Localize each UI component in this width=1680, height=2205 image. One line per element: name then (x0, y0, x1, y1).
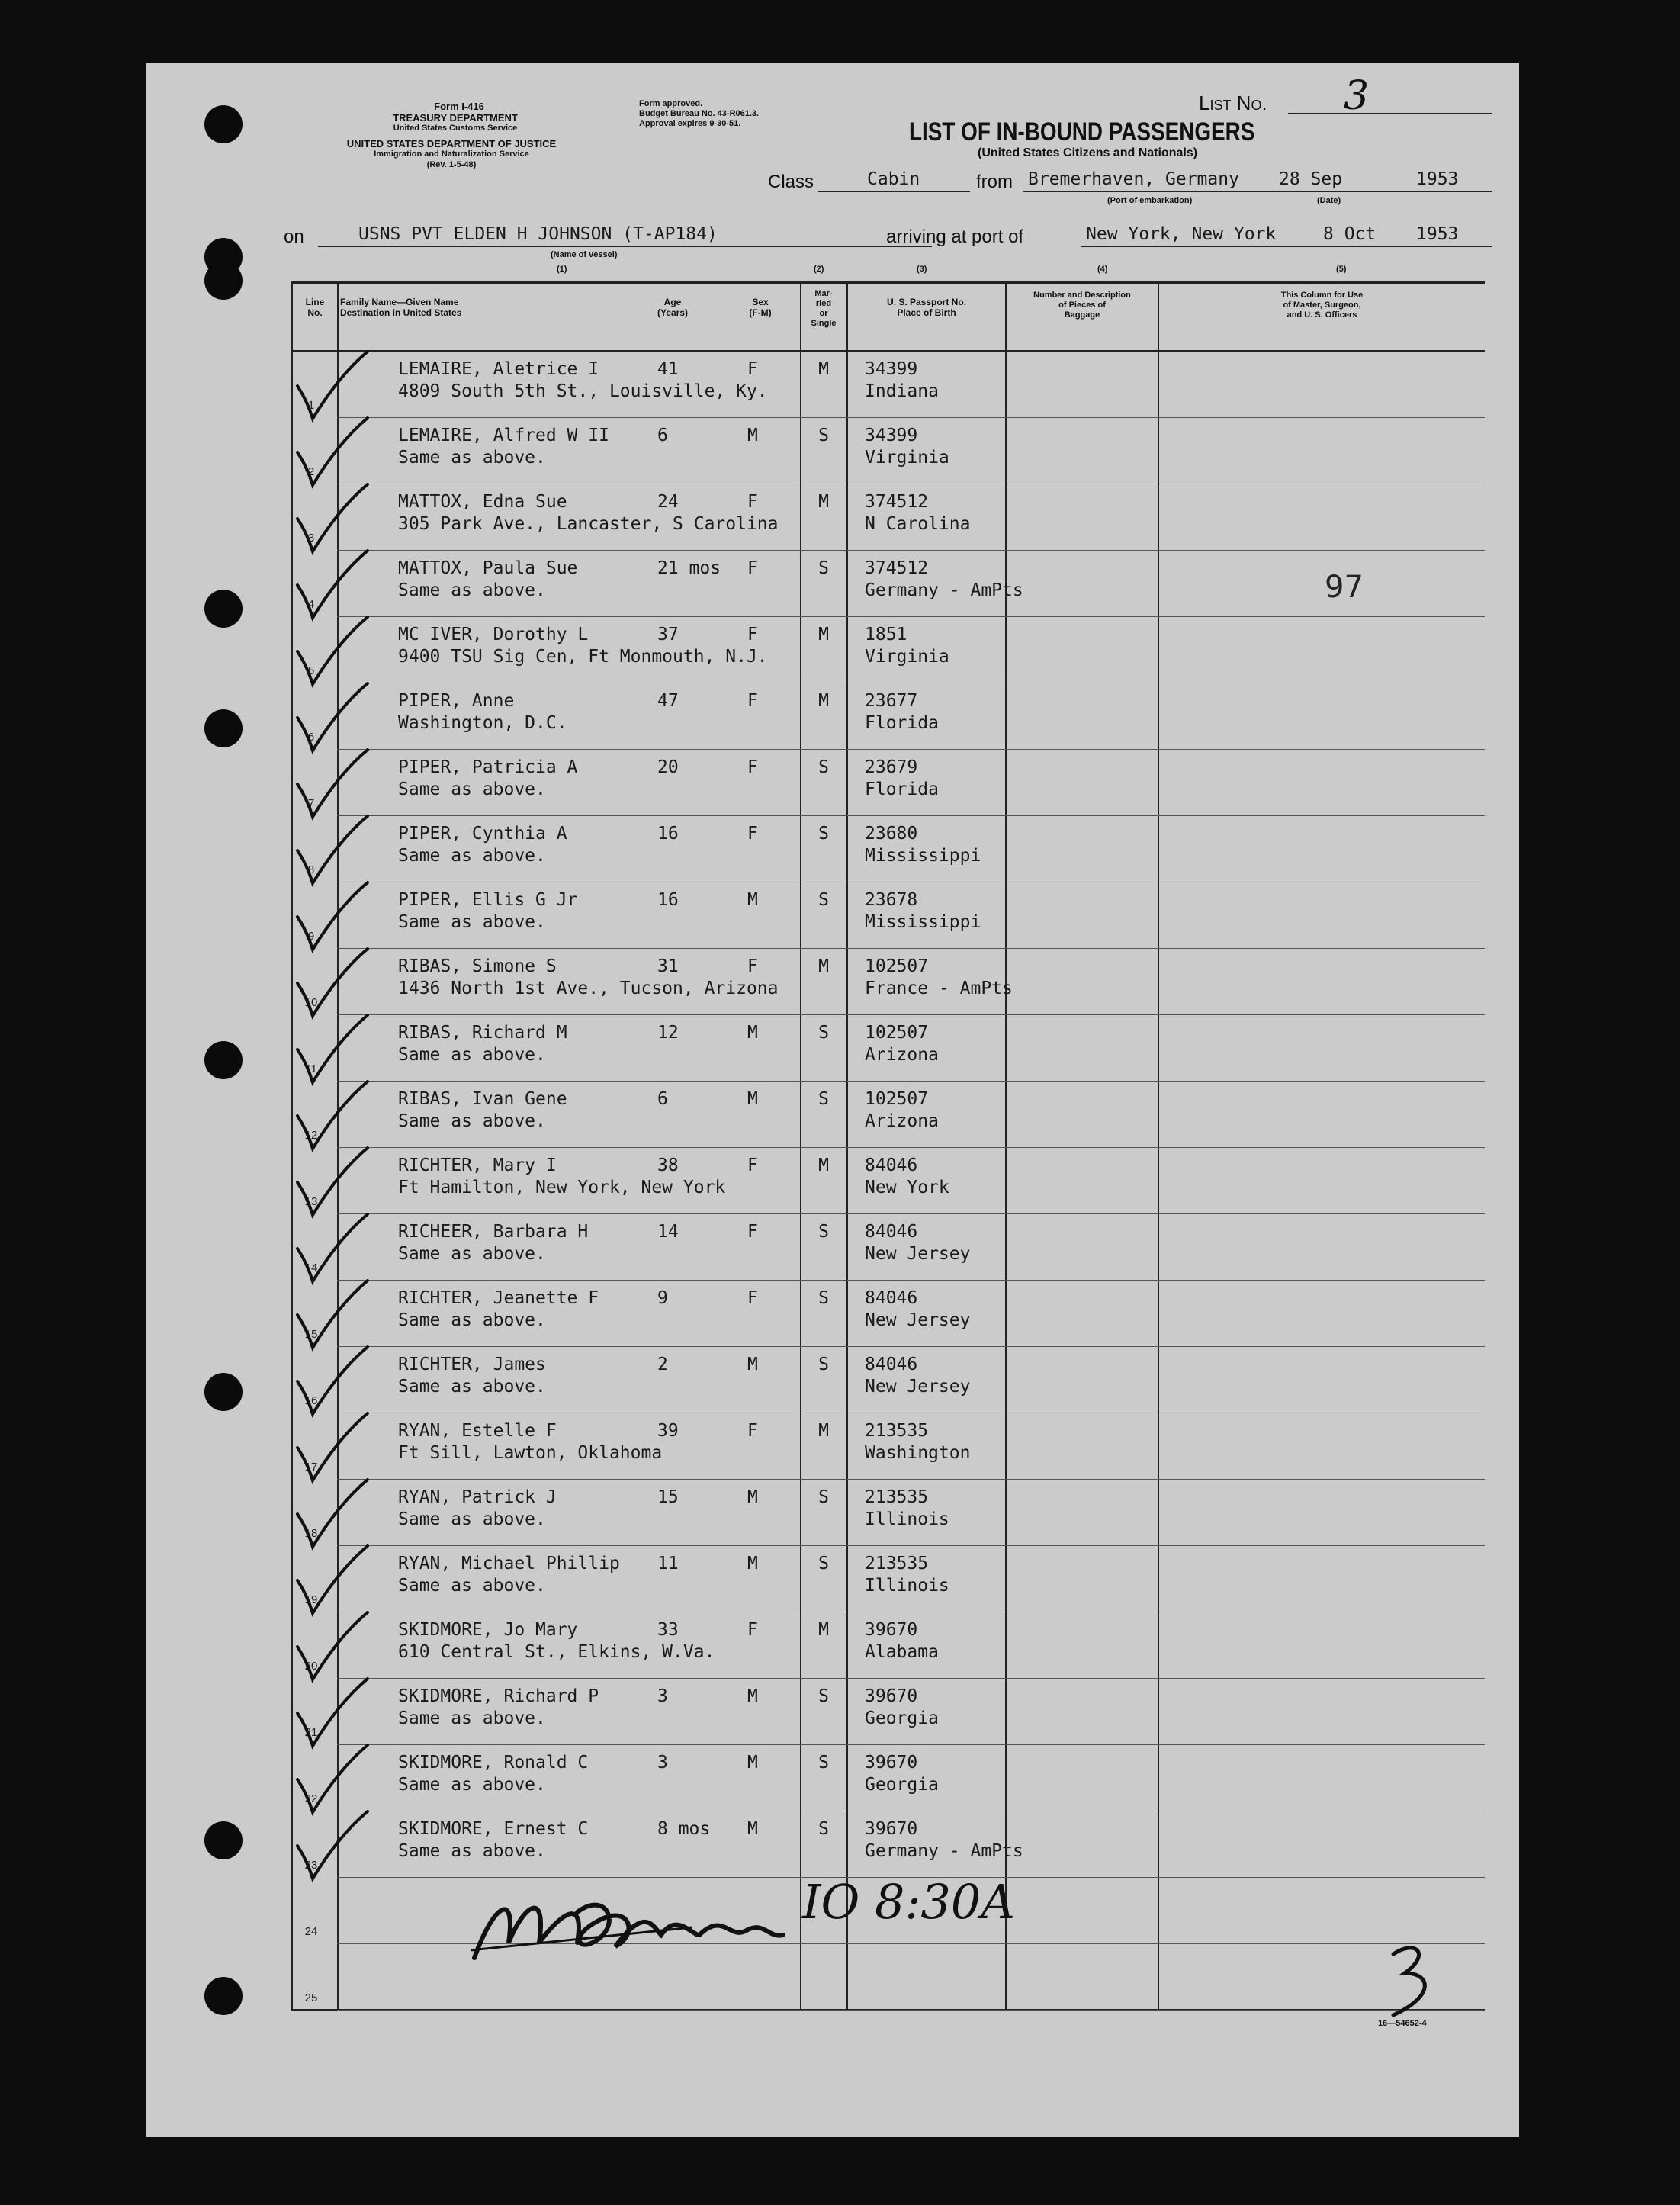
table-row (291, 949, 1485, 1015)
class-label: Class (768, 172, 814, 192)
colnum-2: (2) (814, 265, 824, 274)
place-of-birth: Alabama (865, 1642, 939, 1662)
checkmark-icon (291, 1804, 375, 1888)
passport-number: 23677 (865, 691, 918, 711)
place-of-birth: Indiana (865, 381, 939, 401)
line-number: 10 (304, 996, 318, 1009)
passenger-destination: Same as above. (398, 580, 546, 600)
table-row (291, 816, 1485, 882)
passenger-destination: Same as above. (398, 1576, 546, 1596)
place-of-birth: Georgia (865, 1708, 939, 1728)
passenger-destination: Same as above. (398, 846, 546, 866)
from-date: 28 Sep (1279, 169, 1343, 189)
passenger-marital: S (818, 426, 829, 445)
table-row (291, 484, 1485, 551)
passenger-name: MATTOX, Paula Sue (398, 558, 578, 578)
passenger-destination: Same as above. (398, 1111, 546, 1131)
passport-number: 1851 (865, 625, 907, 644)
passenger-age: 15 (657, 1487, 679, 1507)
passenger-name: LEMAIRE, Alfred W II (398, 426, 609, 445)
table-row (291, 1082, 1485, 1148)
col-off-label-1: This Column for Use (1280, 291, 1364, 300)
place-of-birth: New Jersey (865, 1377, 971, 1397)
line-number: 19 (304, 1593, 318, 1606)
colnum-4: (4) (1097, 265, 1108, 274)
passenger-age: 12 (657, 1023, 679, 1043)
passport-number: 84046 (865, 1355, 918, 1374)
list-no-label: List No. (1199, 92, 1267, 114)
table-row (291, 1480, 1485, 1546)
passport-number: 39670 (865, 1819, 918, 1839)
passenger-age: 16 (657, 890, 679, 910)
passenger-age: 41 (657, 359, 679, 379)
passenger-marital: S (818, 558, 829, 578)
table-row (291, 1413, 1485, 1480)
binder-hole (204, 1041, 243, 1079)
place-of-birth: France - AmPts (865, 979, 1013, 998)
place-of-birth: Arizona (865, 1045, 939, 1065)
col-bag-label-3: Baggage (1064, 310, 1100, 320)
passport-number: 39670 (865, 1620, 918, 1640)
passenger-sex: M (747, 1023, 758, 1043)
binder-hole (204, 262, 243, 300)
passport-number: 34399 (865, 426, 918, 445)
revision: (Rev. 1-5-48) (426, 160, 477, 169)
table-row (291, 683, 1485, 750)
binder-hole (204, 1373, 243, 1411)
col-ried-label: ried (815, 299, 832, 308)
line-number: 2 (307, 465, 315, 478)
on-label: on (284, 227, 304, 247)
line-number: 17 (304, 1461, 318, 1474)
col-or-label: or (819, 309, 828, 318)
passport-number: 23678 (865, 890, 918, 910)
passenger-age: 24 (657, 492, 679, 512)
col-dest-label: Destination in United States (340, 307, 462, 318)
line-number: 13 (304, 1195, 318, 1208)
table-row (291, 551, 1485, 617)
passenger-marital: M (818, 691, 829, 711)
place-of-birth: Virginia (865, 647, 949, 667)
passenger-destination: Ft Hamilton, New York, New York (398, 1178, 726, 1197)
place-of-birth: New Jersey (865, 1244, 971, 1264)
passenger-name: RICHEER, Barbara H (398, 1222, 589, 1242)
place-of-birth: New York (865, 1178, 949, 1197)
passenger-sex: M (747, 426, 758, 445)
arrival-date: 8 Oct (1323, 224, 1376, 244)
passenger-sex: F (747, 492, 758, 512)
passenger-marital: S (818, 824, 829, 844)
binder-hole (204, 709, 243, 747)
passenger-name: SKIDMORE, Jo Mary (398, 1620, 578, 1640)
place-of-birth: N Carolina (865, 514, 971, 534)
passenger-age: 3 (657, 1753, 668, 1773)
col-bag-label-1: Number and Description (1033, 291, 1131, 300)
passenger-sex: F (747, 1288, 758, 1308)
place-of-birth: Georgia (865, 1775, 939, 1795)
line-number: 11 (305, 1062, 317, 1075)
passenger-sex: F (747, 558, 758, 578)
arrival-port: New York, New York (1086, 224, 1277, 244)
col-header-passport (848, 297, 1005, 318)
line-number: 20 (304, 1660, 318, 1673)
col-single-label: Single (811, 319, 837, 328)
binder-hole (204, 1821, 243, 1859)
col-sex-label: Sex (752, 297, 769, 307)
passenger-sex: M (747, 890, 758, 910)
passenger-destination: Washington, D.C. (398, 713, 567, 733)
passenger-destination: Same as above. (398, 1708, 546, 1728)
col-no-label: No. (307, 307, 323, 318)
document-subtitle: (United States Citizens and Nationals) (978, 146, 1198, 159)
from-port: Bremerhaven, Germany (1028, 169, 1239, 189)
col-header-age (642, 297, 703, 318)
table-row (291, 1148, 1485, 1214)
col-off-label-3: and U. S. Officers (1287, 310, 1357, 320)
passport-number: 84046 (865, 1288, 918, 1308)
passenger-age: 47 (657, 691, 679, 711)
place-of-birth: Germany - AmPts (865, 580, 1023, 600)
passport-number: 84046 (865, 1222, 918, 1242)
passenger-marital: S (818, 890, 829, 910)
table-row (291, 1015, 1485, 1082)
col-years-label: (Years) (657, 307, 689, 318)
passenger-sex: M (747, 1487, 758, 1507)
line-number: 6 (307, 731, 315, 744)
table-row (291, 1281, 1485, 1347)
arriving-label: arriving at port of (886, 227, 1024, 247)
passenger-sex: M (747, 1554, 758, 1573)
place-of-birth: New Jersey (865, 1310, 971, 1330)
table-row (291, 750, 1485, 816)
line-number: 7 (307, 797, 315, 810)
passenger-destination: Same as above. (398, 1509, 546, 1529)
line-number: 4 (307, 598, 315, 611)
passenger-destination: Same as above. (398, 1775, 546, 1795)
passenger-name: PIPER, Cynthia A (398, 824, 567, 844)
passenger-marital: S (818, 1819, 829, 1839)
passenger-sex: F (747, 824, 758, 844)
line-number: 12 (304, 1129, 318, 1142)
passenger-age: 9 (657, 1288, 668, 1308)
passenger-destination: Same as above. (398, 779, 546, 799)
approval-line-2: Budget Bureau No. 43-R061.3. (639, 109, 760, 118)
passport-number: 23679 (865, 757, 918, 777)
vessel-name: USNS PVT ELDEN H JOHNSON (T-AP184) (358, 224, 718, 244)
passenger-age: 21 mos (657, 558, 721, 578)
passenger-sex: F (747, 757, 758, 777)
colnum-1: (1) (557, 265, 567, 274)
passenger-destination: Same as above. (398, 1310, 546, 1330)
passenger-destination: 305 Park Ave., Lancaster, S Carolina (398, 514, 779, 534)
list-no-value: 3 (1344, 73, 1370, 119)
place-of-birth: Florida (865, 779, 939, 799)
passenger-sex: F (747, 359, 758, 379)
passenger-sex: F (747, 1421, 758, 1441)
line-number: 5 (307, 664, 315, 677)
approval-line-1: Form approved. (639, 99, 703, 108)
customs-service: United States Customs Service (393, 124, 518, 133)
place-of-birth: Germany - AmPts (865, 1841, 1023, 1861)
table-row (291, 1546, 1485, 1612)
passenger-age: 6 (657, 1089, 668, 1109)
place-of-birth: Illinois (865, 1509, 949, 1529)
passenger-marital: S (818, 757, 829, 777)
line-number: 18 (304, 1527, 318, 1540)
passenger-destination: Same as above. (398, 1045, 546, 1065)
col-header-baggage (1007, 291, 1158, 320)
passenger-age: 38 (657, 1156, 679, 1175)
passport-number: 102507 (865, 1089, 929, 1109)
col-line-label: Line (305, 297, 325, 307)
passenger-name: RIBAS, Ivan Gene (398, 1089, 567, 1109)
line-number: 9 (307, 930, 315, 943)
passenger-destination: Ft Sill, Lawton, Oklahoma (398, 1443, 663, 1463)
passenger-name: PIPER, Patricia A (398, 757, 578, 777)
place-of-birth: Arizona (865, 1111, 939, 1131)
passenger-marital: M (818, 1421, 829, 1441)
passenger-destination: 1436 North 1st Ave., Tucson, Arizona (398, 979, 779, 998)
passenger-sex: F (747, 1620, 758, 1640)
binder-hole (204, 590, 243, 628)
passenger-sex: F (747, 691, 758, 711)
passenger-age: 11 (657, 1554, 679, 1573)
table-row (291, 882, 1485, 949)
passenger-marital: M (818, 359, 829, 379)
passenger-name: LEMAIRE, Aletrice I (398, 359, 599, 379)
passenger-destination: Same as above. (398, 1841, 546, 1861)
passenger-name: RYAN, Michael Phillip (398, 1554, 620, 1573)
line-number: 1 (307, 399, 315, 412)
passport-number: 39670 (865, 1753, 918, 1773)
col-passport-label: U. S. Passport No. (886, 297, 967, 307)
place-of-birth: Mississippi (865, 846, 981, 866)
passport-number: 213535 (865, 1554, 929, 1573)
passenger-marital: S (818, 1355, 829, 1374)
passenger-sex: M (747, 1819, 758, 1839)
passenger-table (291, 281, 1485, 2011)
passenger-age: 6 (657, 426, 668, 445)
vessel-caption: (Name of vessel) (551, 250, 618, 259)
col-bag-label-2: of Pieces of (1058, 301, 1106, 310)
passenger-name: MATTOX, Edna Sue (398, 492, 567, 512)
col-fm-label: (F-M) (749, 307, 772, 318)
passport-number: 102507 (865, 1023, 929, 1043)
passenger-marital: M (818, 1156, 829, 1175)
line-number: 21 (304, 1726, 318, 1739)
passenger-name: RIBAS, Simone S (398, 956, 557, 976)
manifest-page (146, 63, 1519, 2137)
colnum-5: (5) (1336, 265, 1347, 274)
passport-number: 374512 (865, 492, 929, 512)
passport-number: 34399 (865, 359, 918, 379)
passenger-destination: Same as above. (398, 1377, 546, 1397)
table-row (291, 1679, 1485, 1745)
passenger-name: RICHTER, Jeanette F (398, 1288, 599, 1308)
passenger-age: 39 (657, 1421, 679, 1441)
passenger-sex: F (747, 625, 758, 644)
from-year: 1953 (1416, 169, 1459, 189)
table-row (291, 1612, 1485, 1679)
place-of-birth: Illinois (865, 1576, 949, 1596)
passenger-marital: S (818, 1753, 829, 1773)
place-of-birth: Mississippi (865, 912, 981, 932)
passenger-destination: 9400 TSU Sig Cen, Ft Monmouth, N.J. (398, 647, 768, 667)
passenger-marital: M (818, 1620, 829, 1640)
passenger-destination: Same as above. (398, 448, 546, 468)
passport-number: 39670 (865, 1686, 918, 1706)
passenger-marital: S (818, 1023, 829, 1043)
approval-line-3: Approval expires 9-30-51. (639, 119, 741, 128)
passport-number: 102507 (865, 956, 929, 976)
page-mark-3 (1378, 1939, 1447, 2023)
passenger-marital: S (818, 1089, 829, 1109)
colnum-3: (3) (917, 265, 927, 274)
line-number: 15 (304, 1328, 318, 1341)
passenger-marital: S (818, 1222, 829, 1242)
signature-time: IO 8:30A (802, 1874, 1016, 1930)
place-of-birth: Virginia (865, 448, 949, 468)
form-number: Form I-416 (434, 101, 484, 112)
passenger-sex: F (747, 956, 758, 976)
passenger-name: PIPER, Ellis G Jr (398, 890, 578, 910)
table-row (291, 617, 1485, 683)
col-header-sex (734, 297, 787, 318)
passport-number: 84046 (865, 1156, 918, 1175)
port-embark-caption: (Port of embarkation) (1107, 196, 1193, 205)
line-number: 25 (304, 1991, 318, 2004)
passenger-age: 33 (657, 1620, 679, 1640)
col-birth-label: Place of Birth (897, 307, 956, 318)
col-header-married (801, 289, 846, 329)
col-header-officers (1159, 291, 1485, 320)
passenger-name: PIPER, Anne (398, 691, 515, 711)
passenger-name: SKIDMORE, Richard P (398, 1686, 599, 1706)
passenger-age: 16 (657, 824, 679, 844)
passenger-age: 20 (657, 757, 679, 777)
passenger-sex: M (747, 1753, 758, 1773)
table-row (291, 1214, 1485, 1281)
passenger-marital: M (818, 492, 829, 512)
passenger-age: 14 (657, 1222, 679, 1242)
passenger-destination: 610 Central St., Elkins, W.Va. (398, 1642, 715, 1662)
line-number: 16 (304, 1394, 318, 1407)
col-header-name (340, 297, 461, 318)
passenger-name: RYAN, Estelle F (398, 1421, 557, 1441)
place-of-birth: Florida (865, 713, 939, 733)
table-row (291, 1745, 1485, 1811)
binder-hole (204, 1977, 243, 2015)
passenger-name: MC IVER, Dorothy L (398, 625, 589, 644)
passenger-marital: S (818, 1554, 829, 1573)
line-number: 23 (304, 1859, 318, 1872)
table-row (291, 418, 1485, 484)
passenger-marital: S (818, 1288, 829, 1308)
passenger-age: 2 (657, 1355, 668, 1374)
date-caption: (Date) (1317, 196, 1341, 205)
passenger-name: RICHTER, James (398, 1355, 546, 1374)
passenger-sex: M (747, 1355, 758, 1374)
treasury-dept: TREASURY DEPARTMENT (393, 112, 518, 124)
col-off-label-2: of Master, Surgeon, (1283, 301, 1361, 310)
passenger-age: 31 (657, 956, 679, 976)
line-number: 3 (307, 532, 315, 545)
table-row (291, 1347, 1485, 1413)
passenger-marital: S (818, 1487, 829, 1507)
line-number: 8 (307, 863, 315, 876)
passenger-age: 8 mos (657, 1819, 711, 1839)
footer-code: 16—54652-4 (1378, 2019, 1427, 2028)
passenger-sex: M (747, 1686, 758, 1706)
passport-number: 213535 (865, 1487, 929, 1507)
passenger-age: 3 (657, 1686, 668, 1706)
officer-number: 97 (1325, 570, 1364, 605)
line-number: 24 (304, 1925, 318, 1938)
passenger-age: 37 (657, 625, 679, 644)
passenger-sex: F (747, 1222, 758, 1242)
passenger-sex: M (747, 1089, 758, 1109)
passenger-name: SKIDMORE, Ernest C (398, 1819, 589, 1839)
passenger-destination: Same as above. (398, 912, 546, 932)
passport-number: 374512 (865, 558, 929, 578)
passenger-sex: F (747, 1156, 758, 1175)
passenger-name: RYAN, Patrick J (398, 1487, 557, 1507)
justice-dept: UNITED STATES DEPARTMENT OF JUSTICE (346, 138, 557, 149)
passport-number: 213535 (865, 1421, 929, 1441)
arrival-year: 1953 (1416, 224, 1459, 244)
col-mar-label: Mar- (814, 289, 833, 298)
col-name-label: Family Name—Given Name (340, 297, 459, 307)
passenger-marital: M (818, 956, 829, 976)
passenger-name: RIBAS, Richard M (398, 1023, 567, 1043)
line-number: 22 (304, 1792, 318, 1805)
passenger-marital: M (818, 625, 829, 644)
passport-number: 23680 (865, 824, 918, 844)
passenger-name: RICHTER, Mary I (398, 1156, 557, 1175)
passenger-destination: Same as above. (398, 1244, 546, 1264)
passenger-marital: S (818, 1686, 829, 1706)
row-divider (337, 2010, 1485, 2011)
ins-service: Immigration and Naturalization Service (374, 149, 529, 159)
binder-hole (204, 105, 243, 143)
passenger-name: SKIDMORE, Ronald C (398, 1753, 589, 1773)
col-header-line (294, 297, 336, 318)
from-label: from (976, 172, 1013, 192)
class-value: Cabin (867, 169, 920, 189)
passenger-destination: 4809 South 5th St., Louisville, Ky. (398, 381, 768, 401)
place-of-birth: Washington (865, 1443, 971, 1463)
document-title: LIST OF IN-BOUND PASSENGERS (909, 117, 1255, 146)
col-age-label: Age (663, 297, 682, 307)
line-number: 14 (304, 1262, 318, 1274)
table-row (291, 352, 1485, 418)
